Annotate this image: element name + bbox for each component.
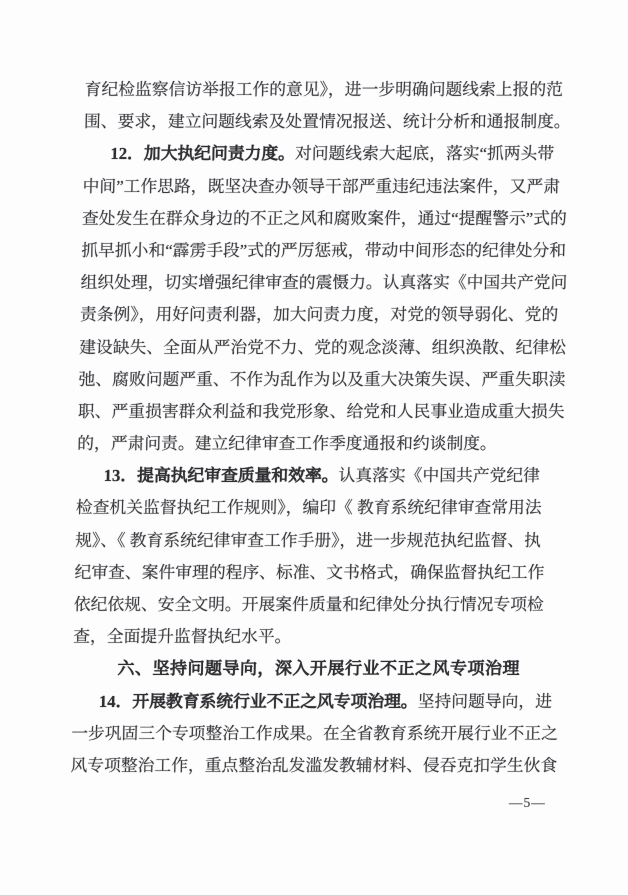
document-line [79, 332, 567, 364]
text-segment: 规》、《 教育系统纪律审查工作手册》，进一步规范执纪监督、执 [75, 530, 542, 550]
text-segment: 坚持问题导向，进 [417, 691, 553, 711]
document-line [81, 235, 567, 267]
bold-text-segment: 12．加大执纪问责力度。 [110, 144, 296, 164]
document-line [70, 718, 559, 750]
text-segment: 责条例》，用好问责利器，加大问责力度，对党的领导弱化、党的 [79, 305, 559, 325]
document-line [77, 396, 565, 428]
document-line [84, 74, 564, 106]
text-segment: 建设缺失、全面从严治党不力、党的观念淡薄、组织涣散、纪律松 [79, 337, 567, 357]
text-segment: 纪审查、案件审理的程序、标准、文书格式，确保监督执纪工作 [74, 562, 545, 582]
document-line [75, 525, 550, 557]
text-segment: 抓早抓小和“霹雳手段”式的严厉惩戒，带动中间形态的纪律处分和 [81, 240, 567, 260]
text-segment: 育纪检监察信访举报工作的意见》，进一步明确问题线索上报的范 [84, 80, 564, 99]
section-heading [72, 653, 547, 685]
text-segment: 风专项整治工作，重点整治乱发滥发教辅材料、侵吞克扣学生伙食 [70, 755, 558, 775]
document-text-block [70, 74, 571, 782]
document-line [83, 138, 558, 170]
document-line [74, 589, 549, 621]
text-segment: 查，全面提升监督执纪水平。 [73, 627, 292, 647]
document-line [82, 171, 561, 203]
document-line [76, 492, 551, 524]
text-segment: 检查机关监督执纪工作规则》，编印《 教育系统纪律审查常用法 [75, 498, 542, 518]
bold-text-segment: 14．开展教育系统行业不正之风专项治理。 [98, 691, 418, 711]
text-segment: 组织处理，切实增强纪律审查的震慑力。认真落实《中国共产党问 [80, 273, 568, 293]
document-line [70, 750, 558, 782]
document-line [81, 203, 567, 235]
text-segment: 围、要求，建立问题线索及处置情况报送、统计分析和通报制度。 [83, 112, 571, 132]
document-line [83, 106, 571, 138]
bold-text-segment: 13．提高执纪审查质量和效率。 [103, 466, 339, 486]
bold-text-segment: 六、坚持问题导向，深入开展行业不正之风专项治理 [117, 659, 521, 679]
document-line [72, 686, 553, 718]
document-line [80, 267, 568, 299]
text-segment: 中间”工作思路，既坚决查办领导干部严重违纪违法案件，又严肃 [82, 176, 561, 196]
text-segment: 依纪依规、安全文明。开展案件质量和纪律处分执行情况专项检 [73, 595, 544, 614]
page-number: —5— [509, 795, 546, 810]
document-line [76, 460, 551, 492]
text-segment: 认真落实《中国共产党纪律 [338, 466, 541, 486]
text-segment: 职、严重损害群众利益和我党形象、给党和人民事业造成重大损失 [77, 401, 565, 421]
document-line [78, 364, 566, 396]
document-line [77, 428, 552, 460]
document-line [79, 299, 559, 331]
text-segment: 的，严肃问责。建立纪律审查工作季度通报和约谈制度。 [77, 434, 498, 454]
text-segment: 对问题线索大起底，落实“抓两头带 [294, 144, 555, 164]
text-segment: 查处发生在群众身边的不正之风和腐败案件，通过“提醒警示”式的 [81, 208, 567, 228]
document-line [74, 557, 549, 589]
document-line [73, 621, 548, 653]
text-segment: 一步巩固三个专项整治工作成果。在全省教育系统开展行业不正之 [70, 723, 559, 743]
text-segment: 弛、腐败问题严重、不作为乱作为以及重大决策失误、严重失职渎 [78, 369, 566, 389]
